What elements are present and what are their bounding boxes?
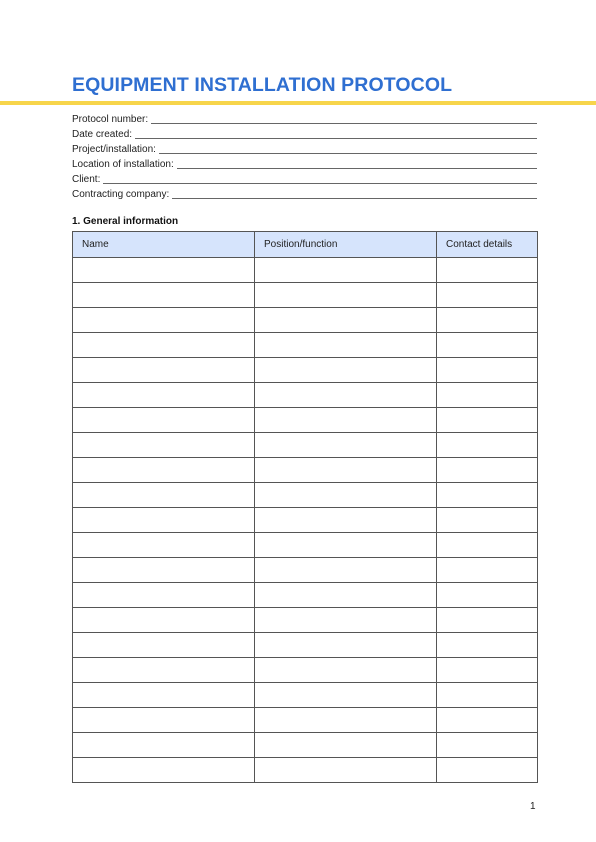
table-row bbox=[73, 358, 538, 383]
table-cell[interactable] bbox=[73, 558, 255, 583]
table-cell[interactable] bbox=[437, 333, 538, 358]
table-row bbox=[73, 308, 538, 333]
fill-line[interactable] bbox=[151, 113, 537, 124]
field-label: Location of installation: bbox=[72, 159, 174, 170]
table-cell[interactable] bbox=[437, 258, 538, 283]
table-row bbox=[73, 533, 538, 558]
table-row bbox=[73, 708, 538, 733]
table-cell[interactable] bbox=[437, 583, 538, 608]
column-header-contact-details: Contact details bbox=[437, 232, 538, 258]
table-cell[interactable] bbox=[73, 333, 255, 358]
table-cell[interactable] bbox=[437, 508, 538, 533]
table-row bbox=[73, 283, 538, 308]
field-contracting-company[interactable] bbox=[72, 186, 537, 201]
table-cell[interactable] bbox=[437, 608, 538, 633]
title-underline-rule bbox=[0, 101, 596, 105]
table-cell[interactable] bbox=[255, 458, 437, 483]
table-cell[interactable] bbox=[255, 533, 437, 558]
table-cell[interactable] bbox=[255, 408, 437, 433]
table-cell[interactable] bbox=[255, 308, 437, 333]
table-cell[interactable] bbox=[73, 608, 255, 633]
column-header-name: Name bbox=[73, 232, 255, 258]
table-cell[interactable] bbox=[73, 508, 255, 533]
table-cell[interactable] bbox=[255, 758, 437, 783]
table-row bbox=[73, 483, 538, 508]
page-number: 1 bbox=[530, 801, 536, 812]
field-label: Project/installation: bbox=[72, 144, 156, 155]
table-cell[interactable] bbox=[73, 358, 255, 383]
field-label: Date created: bbox=[72, 129, 133, 140]
table-cell[interactable] bbox=[73, 533, 255, 558]
field-project-installation[interactable] bbox=[72, 141, 537, 156]
table-cell[interactable] bbox=[73, 683, 255, 708]
table-row bbox=[73, 333, 538, 358]
field-client[interactable] bbox=[72, 171, 537, 186]
table-cell[interactable] bbox=[255, 633, 437, 658]
table-cell[interactable] bbox=[73, 458, 255, 483]
table-cell[interactable] bbox=[73, 708, 255, 733]
table-row bbox=[73, 383, 538, 408]
table-cell[interactable] bbox=[73, 383, 255, 408]
table-cell[interactable] bbox=[73, 583, 255, 608]
table-cell[interactable] bbox=[255, 483, 437, 508]
table-cell[interactable] bbox=[255, 558, 437, 583]
table-cell[interactable] bbox=[437, 558, 538, 583]
table-cell[interactable] bbox=[437, 633, 538, 658]
table-row bbox=[73, 458, 538, 483]
table-cell[interactable] bbox=[437, 708, 538, 733]
table-cell[interactable] bbox=[255, 658, 437, 683]
table-cell[interactable] bbox=[437, 683, 538, 708]
fill-line[interactable] bbox=[103, 173, 537, 184]
table-cell[interactable] bbox=[73, 633, 255, 658]
table-cell[interactable] bbox=[437, 483, 538, 508]
table-body bbox=[73, 258, 538, 783]
table-row bbox=[73, 433, 538, 458]
field-protocol-number[interactable] bbox=[72, 111, 537, 126]
table-cell[interactable] bbox=[437, 733, 538, 758]
table-cell[interactable] bbox=[437, 433, 538, 458]
table-cell[interactable] bbox=[437, 758, 538, 783]
fill-line[interactable] bbox=[159, 143, 537, 154]
table-cell[interactable] bbox=[255, 608, 437, 633]
table-cell[interactable] bbox=[437, 533, 538, 558]
table-row bbox=[73, 558, 538, 583]
fill-line[interactable] bbox=[135, 128, 537, 139]
document-title: EQUIPMENT INSTALLATION PROTOCOL bbox=[72, 74, 453, 96]
table-cell[interactable] bbox=[73, 758, 255, 783]
table-row bbox=[73, 758, 538, 783]
table-cell[interactable] bbox=[73, 283, 255, 308]
table-row bbox=[73, 583, 538, 608]
table-header-row bbox=[73, 232, 538, 258]
table-row bbox=[73, 508, 538, 533]
table-row bbox=[73, 608, 538, 633]
section-title-general-information: 1. General information bbox=[72, 216, 179, 227]
table-cell[interactable] bbox=[255, 583, 437, 608]
table-cell[interactable] bbox=[255, 258, 437, 283]
table-cell[interactable] bbox=[255, 508, 437, 533]
table-row bbox=[73, 258, 538, 283]
field-label: Protocol number: bbox=[72, 114, 149, 125]
table-cell[interactable] bbox=[255, 383, 437, 408]
protocol-fields bbox=[72, 111, 537, 201]
table-row bbox=[73, 683, 538, 708]
table-cell[interactable] bbox=[437, 383, 538, 408]
fill-line[interactable] bbox=[177, 158, 537, 169]
table-cell[interactable] bbox=[255, 708, 437, 733]
table-cell[interactable] bbox=[437, 358, 538, 383]
table-cell[interactable] bbox=[255, 333, 437, 358]
table-cell[interactable] bbox=[73, 433, 255, 458]
field-location-of-installation[interactable] bbox=[72, 156, 537, 171]
table-row bbox=[73, 733, 538, 758]
table-cell[interactable] bbox=[255, 733, 437, 758]
fill-line[interactable] bbox=[172, 188, 537, 199]
table-cell[interactable] bbox=[437, 408, 538, 433]
table-row bbox=[73, 658, 538, 683]
table-cell[interactable] bbox=[73, 258, 255, 283]
field-date-created[interactable] bbox=[72, 126, 537, 141]
table-cell[interactable] bbox=[437, 658, 538, 683]
general-information-table bbox=[72, 231, 538, 783]
table-cell[interactable] bbox=[73, 658, 255, 683]
column-header-position-function: Position/function bbox=[255, 232, 437, 258]
table-row bbox=[73, 408, 538, 433]
table-cell[interactable] bbox=[437, 458, 538, 483]
table-cell[interactable] bbox=[437, 308, 538, 333]
table-cell[interactable] bbox=[255, 283, 437, 308]
table-cell[interactable] bbox=[73, 408, 255, 433]
table-cell[interactable] bbox=[73, 733, 255, 758]
table-cell[interactable] bbox=[255, 433, 437, 458]
table-cell[interactable] bbox=[73, 483, 255, 508]
table-row bbox=[73, 633, 538, 658]
table-cell[interactable] bbox=[255, 358, 437, 383]
field-label: Client: bbox=[72, 174, 101, 185]
table-cell[interactable] bbox=[437, 283, 538, 308]
field-label: Contracting company: bbox=[72, 189, 170, 200]
table-cell[interactable] bbox=[255, 683, 437, 708]
table-cell[interactable] bbox=[73, 308, 255, 333]
